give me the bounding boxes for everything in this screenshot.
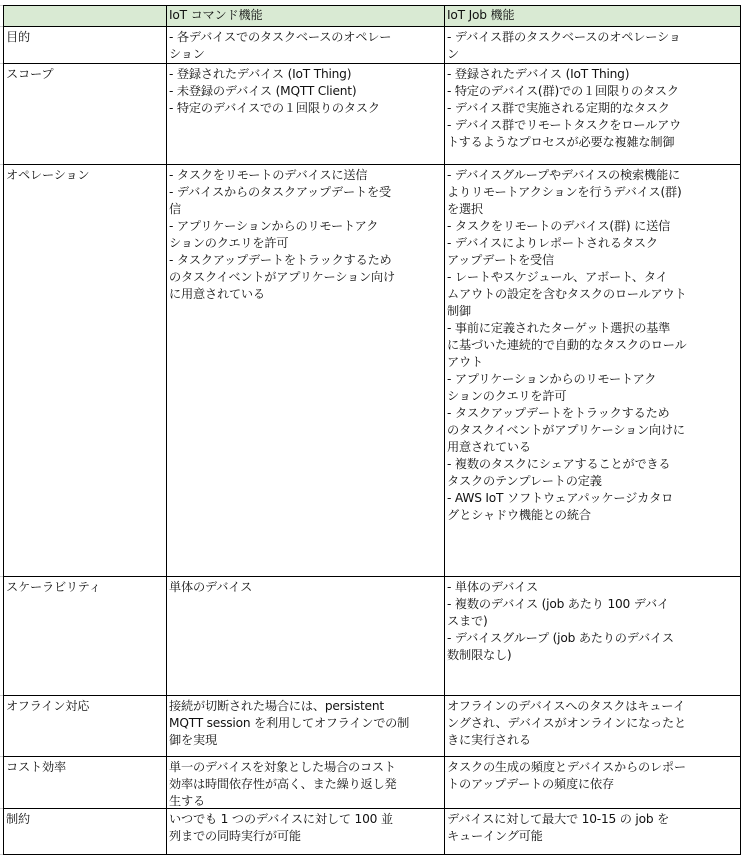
cell-text-line: - デバイス群で実施される定期的なタスク	[447, 101, 670, 115]
cell-text-line: トのアップデートの頻度に依存	[447, 777, 614, 791]
cell-text-line: - デバイス群でリモートタスクをロールアウ	[447, 118, 682, 132]
cell-text-line: - 複数のデバイス (job あたり 100 デバイ	[447, 597, 670, 611]
iot-jobs-cell[interactable]	[444, 576, 741, 695]
cell-text-line: グとシャドウ機能との統合	[447, 508, 591, 522]
header-cell-iot-jobs[interactable]	[444, 5, 741, 26]
row-label-cell[interactable]	[3, 808, 166, 854]
cell-text-line: ション	[169, 47, 205, 61]
cell-text-line: - レートやスケジュール、アボート、タイ	[447, 270, 668, 284]
cell-text-line: のタスクイベントがアプリケーション向け	[169, 270, 395, 284]
cell-text-line: - タスクをリモートのデバイスに送信	[169, 168, 368, 182]
cell-text-line: 目的	[6, 30, 30, 44]
cell-text-line: 制約	[6, 812, 30, 826]
row-label-cell[interactable]	[3, 63, 166, 164]
header-label: IoT Job 機能	[447, 8, 515, 22]
cell-text-line: - デバイスによりレポートされるタスク	[447, 236, 658, 250]
row-border	[3, 808, 741, 809]
cell-text-line: トするようなプロセスが必要な複雑な制御	[447, 135, 675, 149]
cell-text-line: ションのクエリを許可	[447, 389, 567, 403]
iot-jobs-cell[interactable]	[444, 695, 741, 756]
row-label-cell[interactable]	[3, 695, 166, 756]
cell-text-line: に用意されている	[169, 287, 265, 301]
cell-text-line: スまで)	[447, 614, 488, 628]
cell-text-line: 制御	[447, 304, 471, 318]
header-label: IoT コマンド機能	[169, 8, 263, 22]
cell-text-line: - 事前に定義されたターゲット選択の基準	[447, 321, 671, 335]
cell-text-line: - デバイスグループ (job あたりのデバイス	[447, 631, 674, 645]
cell-text-line: アップデートを受信	[447, 253, 555, 267]
cell-text-line: いつでも 1 つのデバイスに対して 100 並	[169, 812, 393, 826]
iot-commands-cell[interactable]	[166, 63, 444, 164]
cell-text-line: 数制限なし)	[447, 648, 512, 662]
cell-text-line: きに実行される	[447, 733, 531, 747]
cell-text-line: - 各デバイスでのタスクベースのオペレー	[169, 30, 392, 44]
row-border	[3, 756, 741, 757]
cell-text-line: オペレーション	[6, 168, 90, 182]
cell-text-line: ン	[447, 47, 459, 61]
row-label-cell[interactable]	[3, 756, 166, 808]
cell-text-line: - 特定のデバイスでの１回限りのタスク	[169, 101, 380, 115]
iot-commands-cell[interactable]	[166, 26, 444, 63]
cell-text-line: スコープ	[6, 67, 54, 81]
cell-text-line: ションのクエリを許可	[169, 236, 289, 250]
cell-text-line: 生する	[169, 794, 205, 808]
iot-commands-cell[interactable]	[166, 576, 444, 695]
cell-text-line: - タスクアップデートをトラックするため	[447, 406, 670, 420]
iot-jobs-cell[interactable]	[444, 63, 741, 164]
cell-text-line: 単体のデバイス	[169, 580, 253, 594]
column-border	[3, 5, 4, 855]
cell-text-line: タスクの生成の頻度とデバイスからのレポー	[447, 760, 686, 774]
row-border	[3, 164, 741, 165]
cell-text-line: デバイスに対して最大で 10-15 の job を	[447, 812, 670, 826]
cell-text-line: - デバイスからのタスクアップデートを受	[169, 185, 391, 199]
cell-text-line: スケーラビリティ	[6, 580, 101, 594]
cell-text-line: 用意されている	[447, 440, 531, 454]
row-border	[3, 5, 741, 6]
iot-commands-cell[interactable]	[166, 808, 444, 854]
cell-text-line: 効率は時間依存性が高く、また繰り返し発	[169, 777, 397, 791]
column-border	[166, 5, 167, 855]
cell-text-line: - 複数のタスクにシェアすることができる	[447, 457, 671, 471]
cell-text-line: 御を実現	[169, 733, 217, 747]
row-border	[3, 576, 741, 577]
iot-commands-cell[interactable]	[166, 695, 444, 756]
row-label-cell[interactable]	[3, 26, 166, 63]
cell-text-line: のタスクイベントがアプリケーション向けに	[447, 423, 685, 437]
iot-commands-cell[interactable]	[166, 756, 444, 808]
row-border	[3, 854, 741, 855]
cell-text-line: - アプリケーションからのリモートアク	[447, 372, 657, 386]
cell-text-line: - アプリケーションからのリモートアク	[169, 219, 379, 233]
cell-text-line: - 特定のデバイス(群)での１回限りのタスク	[447, 84, 679, 98]
row-border	[3, 63, 741, 64]
cell-text-line: - タスクアップデートをトラックするため	[169, 253, 392, 267]
cell-text-line: - 未登録のデバイス (MQTT Client)	[169, 84, 357, 98]
cell-text-line: オフライン対応	[6, 699, 90, 713]
cell-text-line: - 登録されたデバイス (IoT Thing)	[447, 67, 630, 81]
cell-text-line: コスト効率	[6, 760, 66, 774]
cell-text-line: ングされ、デバイスがオンラインになったと	[447, 716, 687, 730]
cell-text-line: よりリモートアクションを行うデバイス(群)	[447, 185, 682, 199]
cell-text-line: - デバイスグループやデバイスの検索機能に	[447, 168, 680, 182]
cell-text-line: - 単体のデバイス	[447, 580, 538, 594]
row-border	[3, 26, 741, 27]
cell-text-line: を選択	[447, 202, 483, 216]
iot-jobs-cell[interactable]	[444, 756, 741, 808]
cell-text-line: 単一のデバイスを対象とした場合のコスト	[169, 760, 396, 774]
column-border	[444, 5, 445, 855]
cell-text-line: 信	[169, 202, 181, 216]
header-cell-iot-commands[interactable]	[166, 5, 444, 26]
cell-text-line: オフラインのデバイスへのタスクはキューイ	[447, 699, 686, 713]
cell-text-line: - タスクをリモートのデバイス(群) に送信	[447, 219, 671, 233]
row-border	[3, 695, 741, 696]
cell-text-line: キューイング可能	[447, 829, 543, 843]
cell-text-line: ムアウトの設定を含むタスクのロールアウト	[447, 287, 687, 301]
cell-text-line: MQTT session を利用してオフラインでの制	[169, 716, 410, 730]
iot-commands-cell[interactable]	[166, 164, 444, 576]
cell-text-line: タスクのテンプレートの定義	[447, 474, 602, 488]
cell-text-line: - デバイス群のタスクベースのオペレーショ	[447, 30, 681, 44]
cell-text-line: - AWS IoT ソフトウェアパッケージカタロ	[447, 491, 674, 505]
header-cell-empty[interactable]	[3, 5, 166, 26]
cell-text-line: に基づいた連続的で自動的なタスクのロール	[447, 338, 687, 352]
iot-jobs-cell[interactable]	[444, 26, 741, 63]
iot-jobs-cell[interactable]	[444, 808, 741, 854]
cell-text-line: - 登録されたデバイス (IoT Thing)	[169, 67, 352, 81]
cell-text-line: 接続が切断された場合には、persistent	[169, 699, 384, 713]
cell-text-line: 列までの同時実行が可能	[169, 829, 301, 843]
cell-text-line: アウト	[447, 355, 483, 369]
row-label-cell[interactable]	[3, 164, 166, 576]
iot-jobs-cell[interactable]	[444, 164, 741, 576]
row-label-cell[interactable]	[3, 576, 166, 695]
